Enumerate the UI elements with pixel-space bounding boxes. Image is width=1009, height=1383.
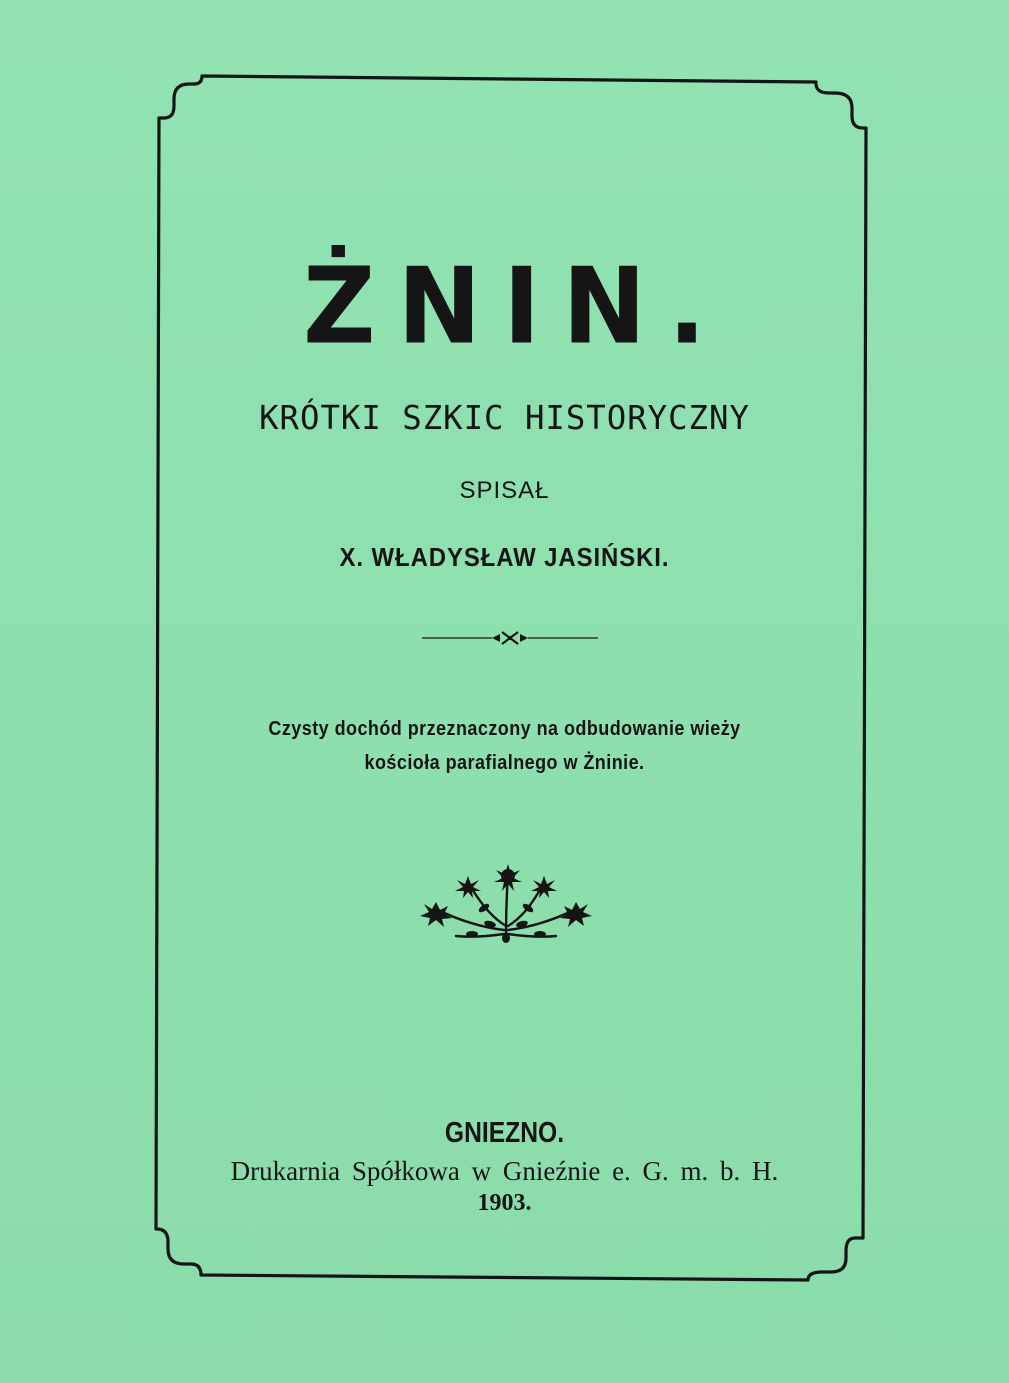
ornamental-divider-icon (420, 626, 600, 650)
author-name: X. WŁADYSŁAW JASIŃSKI. (339, 542, 670, 572)
publication-city: GNIEZNO. (444, 1117, 565, 1149)
byline-label: SPISAŁ (459, 477, 550, 504)
floral-vignette-icon (416, 864, 596, 944)
proceeds-note-line-2: kościoła parafialnego w Żninie. (364, 752, 645, 774)
printer-name: Drukarnia Spółkowa w Gnieźnie e. G. m. b. H. (230, 1156, 779, 1186)
publication-year: 1903. (477, 1190, 532, 1216)
proceeds-note-line-1: Czysty dochód przeznaczony na odbudowanie wieży (268, 718, 741, 740)
book-title: ŻNIN. (302, 245, 729, 368)
book-subtitle: KRÓTKI SZKIC HISTORYCZNY (259, 398, 750, 437)
